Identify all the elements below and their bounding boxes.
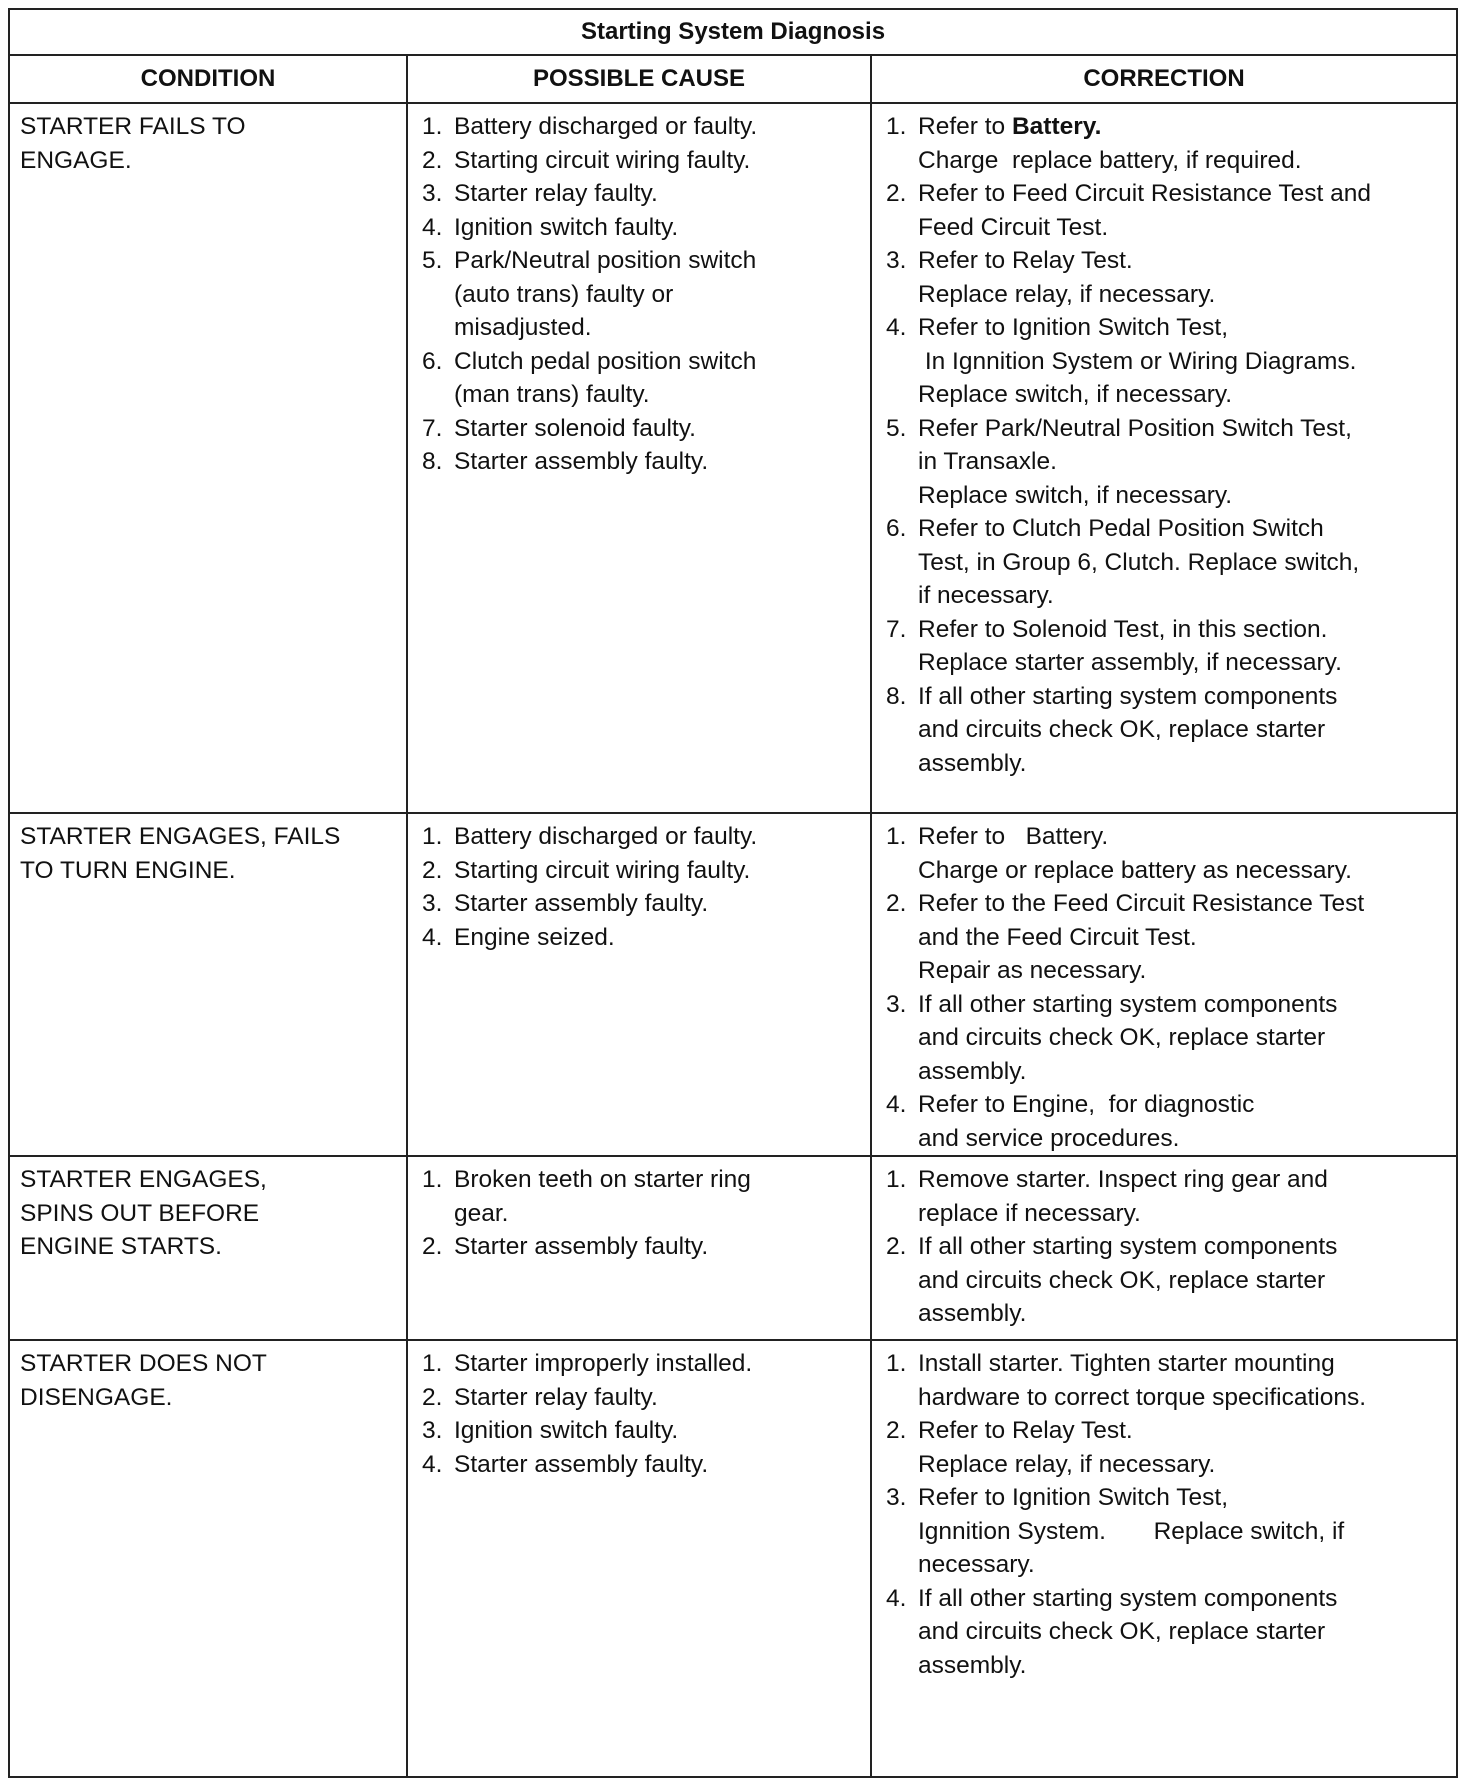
- item-text: Starting circuit wiring faulty.: [454, 856, 751, 884]
- cause-item: [422, 820, 864, 854]
- table-row: [9, 1156, 1457, 1340]
- condition-text: STARTER DOES NOT DISENGAGE.: [20, 1350, 267, 1411]
- item-text-bold: Battery.: [1011, 113, 1102, 140]
- item-text: Starting circuit wiring faulty.: [454, 146, 751, 174]
- corrections-cell: [871, 1156, 1457, 1340]
- correction-item: [886, 887, 1450, 988]
- header-correction: CORRECTION: [871, 55, 1457, 103]
- corrections-cell: [871, 813, 1457, 1156]
- item-number: 3.: [422, 180, 443, 207]
- item-number: 3.: [422, 1417, 443, 1444]
- item-text: [918, 110, 1450, 177]
- correction-item: [886, 1347, 1450, 1414]
- item-text: Remove starter. Inspect ring gear and replace if necessary.: [918, 1166, 1328, 1227]
- item-text: Starter assembly faulty.: [454, 890, 709, 917]
- item-number: 2.: [886, 890, 907, 917]
- item-text: Starter solenoid faulty.: [454, 414, 696, 442]
- table-title: Starting System Diagnosis: [9, 9, 1457, 55]
- correction-item: [886, 177, 1450, 244]
- cause-item: [422, 244, 864, 345]
- cause-item: [422, 1230, 864, 1264]
- condition-text: STARTER FAILS TO ENGAGE.: [20, 113, 246, 174]
- item-text: Refer to the Feed Circuit Resistance Test and the Feed Circuit Test. Repair as necessary.: [918, 890, 1365, 984]
- correction-item: [886, 1582, 1450, 1683]
- item-text: Refer to Relay Test. Replace relay, if necessary.: [918, 247, 1216, 308]
- item-text: Refer to Relay Test. Replace relay, if necessary.: [918, 1417, 1216, 1478]
- cause-item: [422, 211, 864, 245]
- table-row: [9, 1340, 1457, 1777]
- item-number: 4.: [422, 213, 443, 241]
- item-text: Starter assembly faulty.: [454, 448, 709, 475]
- item-number: 1.: [886, 1350, 907, 1377]
- cause-item: [422, 1347, 864, 1381]
- item-number: 1.: [886, 823, 907, 850]
- item-number: 3.: [886, 1484, 907, 1511]
- cause-item: [422, 1448, 864, 1482]
- item-number: 4.: [886, 1091, 907, 1118]
- correction-item: [886, 1414, 1450, 1481]
- correction-item: [886, 512, 1450, 613]
- condition-cell: [9, 103, 407, 813]
- item-text: Engine seized.: [454, 923, 615, 951]
- correction-item: [886, 988, 1450, 1089]
- condition-text: STARTER ENGAGES, FAILS TO TURN ENGINE.: [20, 823, 341, 884]
- item-text: Ignition switch faulty.: [454, 213, 679, 241]
- correction-item: [886, 1088, 1450, 1155]
- correction-item: [886, 1481, 1450, 1582]
- item-number: 4.: [886, 314, 907, 341]
- cause-item: [422, 1381, 864, 1415]
- item-number: 3.: [886, 247, 907, 274]
- item-text: Starter assembly faulty.: [454, 1450, 709, 1478]
- cause-item: [422, 445, 864, 479]
- item-number: 6.: [886, 515, 907, 542]
- item-text: Install starter. Tighten starter mounting hardware to correct torque specifications.: [918, 1350, 1367, 1411]
- correction-item: [886, 244, 1450, 311]
- item-number: 4.: [422, 923, 443, 951]
- cause-item: [422, 854, 864, 888]
- item-text: Refer to Battery. Charge or replace battery as necessary.: [918, 823, 1352, 884]
- item-number: 8.: [422, 448, 443, 475]
- correction-item: [886, 1230, 1450, 1331]
- cause-item: [422, 1414, 864, 1448]
- item-number: 1.: [422, 823, 443, 850]
- corrections-cell: [871, 1340, 1457, 1777]
- item-text: Refer to Ignition Switch Test, Ignnition System. Replace switch, if necessary.: [918, 1484, 1345, 1578]
- item-text-prefix: Refer to: [918, 113, 1012, 140]
- item-number: 1.: [886, 113, 907, 140]
- item-text-rest: Charge replace battery, if required.: [918, 146, 1302, 174]
- corrections-cell: [871, 103, 1457, 813]
- causes-cell: [407, 1156, 871, 1340]
- correction-item: [886, 1163, 1450, 1230]
- item-number: 4.: [886, 1584, 907, 1612]
- item-text: Refer to Feed Circuit Resistance Test and Feed Circuit Test.: [918, 180, 1372, 241]
- item-number: 2.: [886, 1233, 907, 1260]
- item-text: Refer Park/Neutral Position Switch Test, in Transaxle. Replace switch, if necessary.: [918, 414, 1352, 509]
- item-text: If all other starting system components and circuits check OK, replace starter assembly.: [918, 682, 1338, 777]
- item-number: 1.: [422, 1350, 443, 1377]
- cause-item: [422, 921, 864, 955]
- item-text: Park/Neutral position switch (auto trans) faulty or misadjusted.: [454, 247, 757, 341]
- correction-item: [886, 412, 1450, 513]
- correction-item: [886, 820, 1450, 887]
- item-number: 2.: [422, 146, 443, 174]
- item-text: Ignition switch faulty.: [454, 1417, 679, 1444]
- causes-cell: [407, 1340, 871, 1777]
- condition-text: STARTER ENGAGES, SPINS OUT BEFORE ENGINE STARTS.: [20, 1166, 267, 1260]
- item-number: 1.: [886, 1166, 907, 1193]
- cause-item: [422, 1163, 864, 1230]
- item-text: If all other starting system components and circuits check OK, replace starter assembly.: [918, 990, 1338, 1085]
- table-row: [9, 103, 1457, 813]
- item-number: 1.: [422, 1166, 443, 1193]
- cause-item: [422, 177, 864, 211]
- item-number: 8.: [886, 682, 907, 710]
- cause-item: [422, 110, 864, 144]
- correction-item: [886, 110, 1450, 177]
- header-condition: CONDITION: [9, 55, 407, 103]
- correction-item: [886, 680, 1450, 781]
- item-text: Starter improperly installed.: [454, 1350, 753, 1377]
- item-number: 4.: [422, 1450, 443, 1478]
- item-number: 5.: [422, 247, 443, 274]
- diagnosis-table: [8, 8, 1458, 1778]
- causes-cell: [407, 813, 871, 1156]
- item-text: Starter assembly faulty.: [454, 1233, 709, 1260]
- item-number: 7.: [886, 615, 907, 643]
- condition-cell: [9, 813, 407, 1156]
- item-number: 7.: [422, 414, 443, 442]
- item-number: 3.: [422, 890, 443, 917]
- header-possible-cause: POSSIBLE CAUSE: [407, 55, 871, 103]
- item-text: Starter relay faulty.: [454, 180, 658, 207]
- item-text: Battery discharged or faulty.: [454, 113, 758, 140]
- cause-item: [422, 345, 864, 412]
- item-number: 2.: [422, 1233, 443, 1260]
- item-number: 1.: [422, 113, 443, 140]
- item-text: Broken teeth on starter ring gear.: [454, 1166, 751, 1227]
- correction-item: [886, 311, 1450, 412]
- item-text: If all other starting system components and circuits check OK, replace starter assembly.: [918, 1584, 1338, 1679]
- condition-cell: [9, 1340, 407, 1777]
- item-text: If all other starting system components and circuits check OK, replace starter assembly.: [918, 1233, 1338, 1327]
- item-text: Refer to Ignition Switch Test, In Ignnition System or Wiring Diagrams. Replace switch, if necessary.: [918, 314, 1357, 408]
- causes-cell: [407, 103, 871, 813]
- cause-item: [422, 412, 864, 446]
- condition-cell: [9, 1156, 407, 1340]
- item-text: Refer to Clutch Pedal Position Switch Test, in Group 6, Clutch. Replace switch, if necessary.: [918, 515, 1360, 609]
- table-row: [9, 813, 1457, 1156]
- item-text: Clutch pedal position switch (man trans) faulty.: [454, 347, 757, 408]
- item-number: 6.: [422, 347, 443, 375]
- correction-item: [886, 613, 1450, 680]
- cause-item: [422, 887, 864, 921]
- item-text: Refer to Engine, for diagnostic and service procedures.: [918, 1091, 1255, 1152]
- item-number: 2.: [422, 856, 443, 884]
- item-number: 2.: [886, 1417, 907, 1444]
- item-text: Starter relay faulty.: [454, 1383, 658, 1411]
- item-number: 5.: [886, 414, 907, 442]
- item-text: Battery discharged or faulty.: [454, 823, 758, 850]
- item-number: 2.: [886, 180, 907, 207]
- item-number: 3.: [886, 990, 907, 1018]
- cause-item: [422, 144, 864, 178]
- item-text: Refer to Solenoid Test, in this section. Replace starter assembly, if necessary.: [918, 615, 1342, 676]
- item-number: 2.: [422, 1383, 443, 1411]
